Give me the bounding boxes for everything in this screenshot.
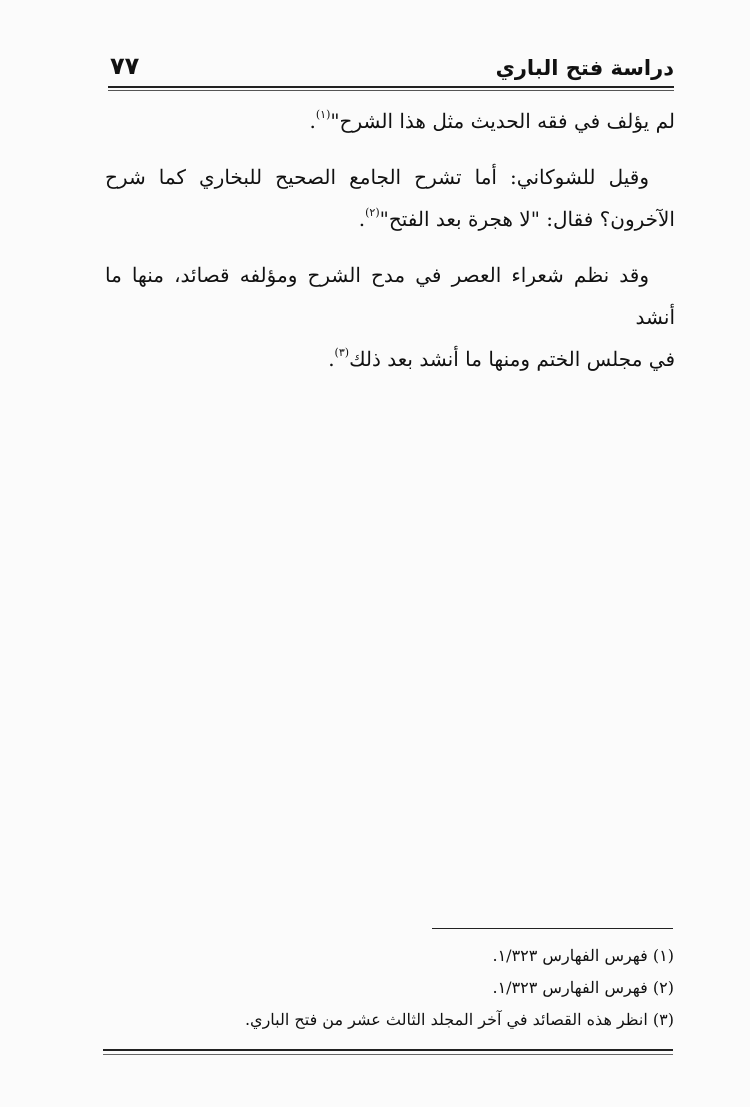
footnotes xyxy=(200,940,674,1036)
page-number: ٧٧ xyxy=(110,52,140,80)
body-text xyxy=(105,100,675,394)
paragraph-2-line-2-text: الآخرون؟ فقال: "لا هجرة بعد الفتح" xyxy=(379,207,675,231)
footnote-ref-1: (١) xyxy=(315,108,331,121)
running-title: دراسة فتح الباري xyxy=(495,56,674,80)
paragraph-3-line-1: وقد نظم شعراء العصر في مدح الشرح ومؤلفه قصائد، منها ما أنشد xyxy=(105,263,675,329)
paragraph-3 xyxy=(105,254,675,380)
paragraph-1 xyxy=(105,100,675,142)
footer-rule xyxy=(103,1049,673,1051)
footnote-3: (٣) انظر هذه القصائد في آخر المجلد الثالث عشر من فتح الباري. xyxy=(244,1010,674,1029)
footer-rule-secondary xyxy=(103,1054,673,1055)
footnote-ref-2: (٢) xyxy=(365,206,380,219)
paragraph-1-tail: . xyxy=(309,109,316,133)
paragraph-1-line-1-text: لم يؤلف في فقه الحديث مثل هذا الشرح" xyxy=(330,109,675,133)
header-rule-secondary xyxy=(108,90,674,91)
footnote-2: (٢) فهرس الفهارس ١/٣٢٣. xyxy=(492,978,674,997)
footnote-ref-3: (٣) xyxy=(334,346,350,359)
paragraph-3-tail: . xyxy=(328,347,335,371)
paragraph-2-tail: . xyxy=(358,207,366,231)
paragraph-2-line-1: وقيل للشوكاني: أما تشرح الجامع الصحيح للبخاري كما شرح xyxy=(105,165,649,189)
paragraph-2 xyxy=(105,156,675,240)
paragraph-2-line-2 xyxy=(105,198,675,240)
paragraph-3-line-2-text: في مجلس الختم ومنها ما أنشد بعد ذلك xyxy=(349,347,675,371)
header-rule xyxy=(108,86,674,88)
footnote-separator xyxy=(432,928,673,929)
footnote-1: (١) فهرس الفهارس ١/٣٢٣. xyxy=(492,946,674,965)
paragraph-1-line-1 xyxy=(105,100,675,142)
page-header xyxy=(108,52,674,86)
paragraph-3-line-2 xyxy=(105,338,675,380)
